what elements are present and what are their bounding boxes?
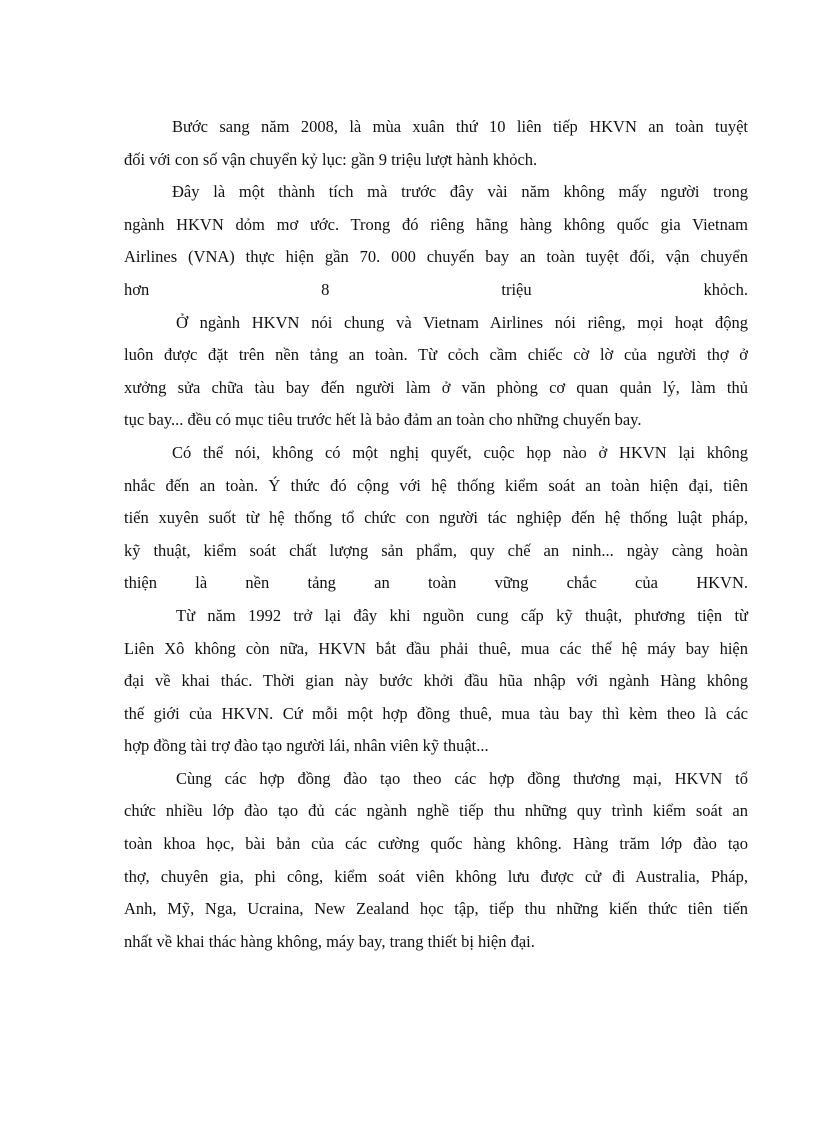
paragraph-3 <box>124 307 748 437</box>
paragraph-line: Có thể nói, không có một nghị quyết, cuộc họp nào ở HKVN lại không <box>172 442 748 462</box>
paragraph-line: đại về khai thác. Thời gian này bước khởi đầu hũa nhập với ngành Hàng không <box>124 671 748 691</box>
paragraph-4 <box>124 437 748 600</box>
paragraph-line: nhất về khai thác hàng không, máy bay, trang thiết bị hiện đại. <box>124 931 535 951</box>
paragraph-line: thiện là nền tảng an toàn vững chắc của HKVN. <box>124 573 748 593</box>
paragraph-line: xưởng sửa chữa tàu bay đến người làm ở văn phòng cơ quan quản lý, làm thủ <box>124 377 748 397</box>
paragraph-2 <box>124 176 748 306</box>
paragraph-line: tục bay... đều có mục tiêu trước hết là bảo đảm an toàn cho những chuyến bay. <box>124 410 642 430</box>
paragraph-line: chức nhiều lớp đào tạo đủ các ngành nghề tiếp thu những quy trình kiểm soát an <box>124 801 748 821</box>
paragraph-line: ngành HKVN dỏm mơ ước. Trong đó riêng hãng hàng không quốc gia Vietnam <box>124 214 748 234</box>
paragraph-line: thế giới của HKVN. Cứ mỗi một hợp đồng thuê, mua tàu bay thì kèm theo là các <box>124 703 748 723</box>
paragraph-line: Anh, Mỹ, Nga, Ucraina, New Zealand học tập, tiếp thu những kiến thức tiên tiến <box>124 899 748 919</box>
paragraph-line: hợp đồng tài trợ đào tạo người lái, nhân viên kỹ thuật... <box>124 736 489 756</box>
paragraph-line: Ở ngành HKVN nói chung và Vietnam Airlines nói riêng, mọi hoạt động <box>176 312 748 332</box>
paragraph-line: thợ, chuyên gia, phi công, kiểm soát viên không lưu được cử đi Australia, Pháp, <box>124 866 748 886</box>
paragraph-6 <box>124 763 748 959</box>
paragraph-line: đối với con số vận chuyển kỷ lục: gần 9 triệu lượt hành khỏch. <box>124 149 538 169</box>
paragraph-5 <box>124 600 748 763</box>
paragraph-line: Cùng các hợp đồng đào tạo theo các hợp đồng thương mại, HKVN tổ <box>176 768 748 788</box>
paragraph-line: tiến xuyên suốt từ hệ thống tổ chức con người tác nghiệp đến hệ thống luật pháp, <box>124 508 748 528</box>
paragraph-line: Liên Xô không còn nữa, HKVN bắt đầu phải thuê, mua các thế hệ máy bay hiện <box>124 638 748 658</box>
paragraph-line: Từ năm 1992 trở lại đây khi nguồn cung cấp kỹ thuật, phương tiện từ <box>176 605 748 625</box>
paragraph-line: toàn khoa học, bài bản của các cường quốc hàng không. Hàng trăm lớp đào tạo <box>124 834 748 854</box>
paragraph-line: Bước sang năm 2008, là mùa xuân thứ 10 liên tiếp HKVN an toàn tuyệt <box>172 117 748 136</box>
paragraph-line: luôn được đặt trên nền tảng an toàn. Từ cỏch cầm chiếc cờ lờ của người thợ ở <box>124 345 748 365</box>
paragraph-line: Airlines (VNA) thực hiện gần 70. 000 chuyến bay an toàn tuyệt đối, vận chuyển <box>124 247 748 267</box>
paragraph-1 <box>124 111 748 176</box>
paragraph-line: kỹ thuật, kiểm soát chất lượng sản phẩm, quy chế an ninh... ngày càng hoàn <box>124 540 748 560</box>
paragraph-line: hơn 8 triệu khỏch. <box>124 279 748 299</box>
document-body <box>124 111 748 958</box>
paragraph-line: nhắc đến an toàn. Ý thức đó cộng với hệ thống kiểm soát an toàn hiện đại, tiên <box>124 475 748 495</box>
paragraph-line: Đây là một thành tích mà trước đây vài năm không mấy người trong <box>172 182 748 202</box>
